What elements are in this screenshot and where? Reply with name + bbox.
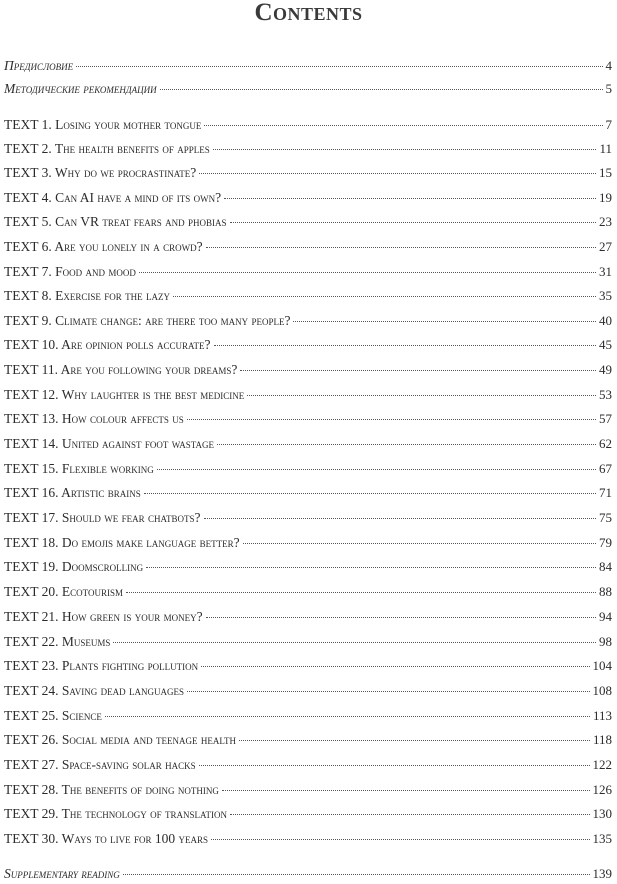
toc-entry-label: TEXT 15. Flexible working [4, 461, 154, 476]
toc-entry-page: 108 [592, 683, 612, 698]
toc-entry-page: 113 [592, 708, 612, 723]
toc-entry-page: 57 [599, 411, 612, 426]
toc-entry-text-13[interactable] [4, 410, 612, 428]
toc-entry-page: 67 [599, 461, 612, 476]
toc-entry-label: TEXT 29. The technology of translation [4, 806, 227, 821]
toc-entry-label: TEXT 19. Doomscrolling [4, 559, 144, 574]
toc-entry-label: TEXT 24. Saving dead languages [4, 683, 184, 698]
toc-entry-label: TEXT 5. Can VR treat fears and phobias [4, 214, 227, 229]
toc-entry-label: TEXT 4. Can AI have a mind of its own? [4, 190, 222, 205]
toc-entry-text-4[interactable] [4, 189, 612, 207]
page-title: Contents [254, 0, 363, 26]
toc-entry-text-16[interactable] [4, 484, 612, 502]
dot-leader [204, 125, 602, 126]
toc-entry-text-1[interactable] [4, 116, 612, 134]
toc-entry-label: Предисловие [4, 58, 74, 73]
toc-entry-label: TEXT 6. Are you lonely in a crowd? [4, 239, 203, 254]
toc-entry-label: TEXT 10. Are opinion polls accurate? [4, 337, 211, 352]
toc-entry-label: TEXT 12. Why laughter is the best medicine [4, 387, 245, 402]
dot-leader [187, 419, 596, 420]
toc-entry-label: TEXT 9. Climate change: are there too many people? [4, 313, 291, 328]
dot-leader [230, 814, 590, 815]
dot-leader [224, 198, 596, 199]
toc-entry-text-29[interactable] [4, 805, 612, 823]
toc-entry-label: TEXT 13. How colour affects us [4, 411, 184, 426]
toc-entry-page: 79 [599, 535, 612, 550]
toc-entry-text-28[interactable] [4, 781, 612, 799]
toc-entry-supplementary[interactable] [4, 865, 612, 883]
toc-entry-page: 84 [599, 559, 612, 574]
toc-entry-page: 75 [599, 510, 612, 525]
toc-entry-text-10[interactable] [4, 336, 612, 354]
toc-entry-page: 62 [599, 436, 612, 451]
toc-entry-label: TEXT 1. Losing your mother tongue [4, 117, 202, 132]
toc-entry-text-17[interactable] [4, 509, 612, 527]
dot-leader [240, 370, 596, 371]
dot-leader [204, 518, 597, 519]
toc-entry-text-20[interactable] [4, 583, 612, 601]
toc-entry-label: TEXT 16. Artistic brains [4, 485, 141, 500]
toc-entry-label: TEXT 7. Food and mood [4, 264, 136, 279]
toc-entry-page: 130 [592, 806, 612, 821]
dot-leader [211, 839, 589, 840]
toc-entry-text-25[interactable] [4, 707, 612, 725]
toc-entry-page: 135 [592, 831, 612, 846]
toc-entry-page: 23 [599, 214, 612, 229]
dot-leader [146, 567, 596, 568]
dot-leader [113, 642, 596, 643]
dot-leader [206, 247, 596, 248]
toc-entry-label: Методические рекомендации [4, 81, 157, 96]
toc-entry-text-5[interactable] [4, 213, 612, 231]
toc-entry-methodology[interactable] [4, 80, 612, 98]
toc-entry-text-6[interactable] [4, 238, 612, 256]
toc-entry-label: TEXT 3. Why do we procrastinate? [4, 165, 197, 180]
toc-entry-text-18[interactable] [4, 534, 612, 552]
toc-entry-text-2[interactable] [4, 140, 612, 158]
dot-leader [213, 149, 597, 150]
dot-leader [199, 173, 596, 174]
toc-entry-page: 45 [599, 337, 612, 352]
toc-entry-page: 19 [599, 190, 612, 205]
toc-entry-page: 5 [605, 81, 612, 96]
toc-entry-text-14[interactable] [4, 435, 612, 453]
toc-entry-text-19[interactable] [4, 558, 612, 576]
toc-entry-page: 7 [605, 117, 612, 132]
toc-entry-label: TEXT 22. Museums [4, 634, 111, 649]
toc-entry-label: TEXT 23. Plants fighting pollution [4, 658, 199, 673]
toc-entry-label: TEXT 18. Do emojis make language better? [4, 535, 240, 550]
toc-entry-label: Supplementary reading [4, 866, 120, 881]
toc-entry-text-11[interactable] [4, 361, 612, 379]
toc-entry-page: 27 [599, 239, 612, 254]
dot-leader [76, 66, 602, 67]
toc-entry-label: TEXT 21. How green is your money? [4, 609, 203, 624]
toc-entry-text-26[interactable] [4, 731, 612, 749]
toc-entry-page: 139 [592, 866, 612, 881]
toc-entry-page: 11 [599, 141, 612, 156]
toc-entry-foreword[interactable] [4, 57, 612, 75]
toc-entry-page: 122 [592, 757, 612, 772]
toc-entry-page: 49 [599, 362, 612, 377]
toc-entry-text-30[interactable] [4, 830, 612, 848]
toc-entry-page: 4 [605, 58, 612, 73]
dot-leader [206, 617, 596, 618]
toc-entry-text-22[interactable] [4, 633, 612, 651]
toc-entry-page: 71 [599, 485, 612, 500]
toc-entry-text-8[interactable] [4, 287, 612, 305]
toc-entry-text-9[interactable] [4, 312, 612, 330]
dot-leader [201, 666, 589, 667]
toc-entry-label: TEXT 2. The health benefits of apples [4, 141, 210, 156]
toc-entry-text-23[interactable] [4, 657, 612, 675]
dot-leader [293, 321, 596, 322]
toc-entry-page: 15 [599, 165, 612, 180]
dot-leader [126, 592, 596, 593]
toc-entry-text-27[interactable] [4, 756, 612, 774]
toc-entry-label: TEXT 8. Exercise for the lazy [4, 288, 170, 303]
toc-entry-page: 88 [599, 584, 612, 599]
toc-entry-text-7[interactable] [4, 263, 612, 281]
toc-entry-text-15[interactable] [4, 460, 612, 478]
toc-entry-text-12[interactable] [4, 386, 612, 404]
toc-entry-label: TEXT 28. The benefits of doing nothing [4, 782, 219, 797]
toc-entry-page: 104 [592, 658, 612, 673]
toc-entry-page: 94 [599, 609, 612, 624]
dot-leader [105, 716, 590, 717]
dot-leader [139, 272, 596, 273]
toc-entry-page: 31 [599, 264, 612, 279]
toc-entry-label: TEXT 25. Science [4, 708, 102, 723]
dot-leader [214, 345, 597, 346]
toc-entry-label: TEXT 27. Space-saving solar hacks [4, 757, 196, 772]
toc-entry-label: TEXT 11. Are you following your dreams? [4, 362, 238, 377]
dot-leader [123, 874, 590, 875]
toc-entry-page: 40 [599, 313, 612, 328]
dot-leader [173, 296, 596, 297]
toc-entry-page: 98 [599, 634, 612, 649]
dot-leader [157, 469, 596, 470]
toc-entry-text-24[interactable] [4, 682, 612, 700]
toc-entry-page: 35 [599, 288, 612, 303]
toc-entry-label: TEXT 30. Ways to live for 100 years [4, 831, 209, 846]
toc-entry-label: TEXT 17. Should we fear chatbots? [4, 510, 201, 525]
dot-leader [144, 493, 596, 494]
dot-leader [217, 444, 596, 445]
dot-leader [222, 790, 590, 791]
dot-leader [239, 740, 590, 741]
dot-leader [230, 222, 596, 223]
toc-entry-text-21[interactable] [4, 608, 612, 626]
dot-leader [243, 543, 596, 544]
dot-leader [187, 691, 590, 692]
dot-leader [247, 395, 596, 396]
toc-entry-page: 118 [592, 732, 612, 747]
toc-entry-label: TEXT 14. United against foot wastage [4, 436, 215, 451]
toc-entry-text-3[interactable] [4, 164, 612, 182]
dot-leader [199, 765, 590, 766]
toc-entry-page: 53 [599, 387, 612, 402]
toc-entry-label: TEXT 26. Social media and teenage health [4, 732, 237, 747]
toc-entry-label: TEXT 20. Ecotourism [4, 584, 123, 599]
toc-entry-page: 126 [592, 782, 612, 797]
dot-leader [160, 89, 603, 90]
